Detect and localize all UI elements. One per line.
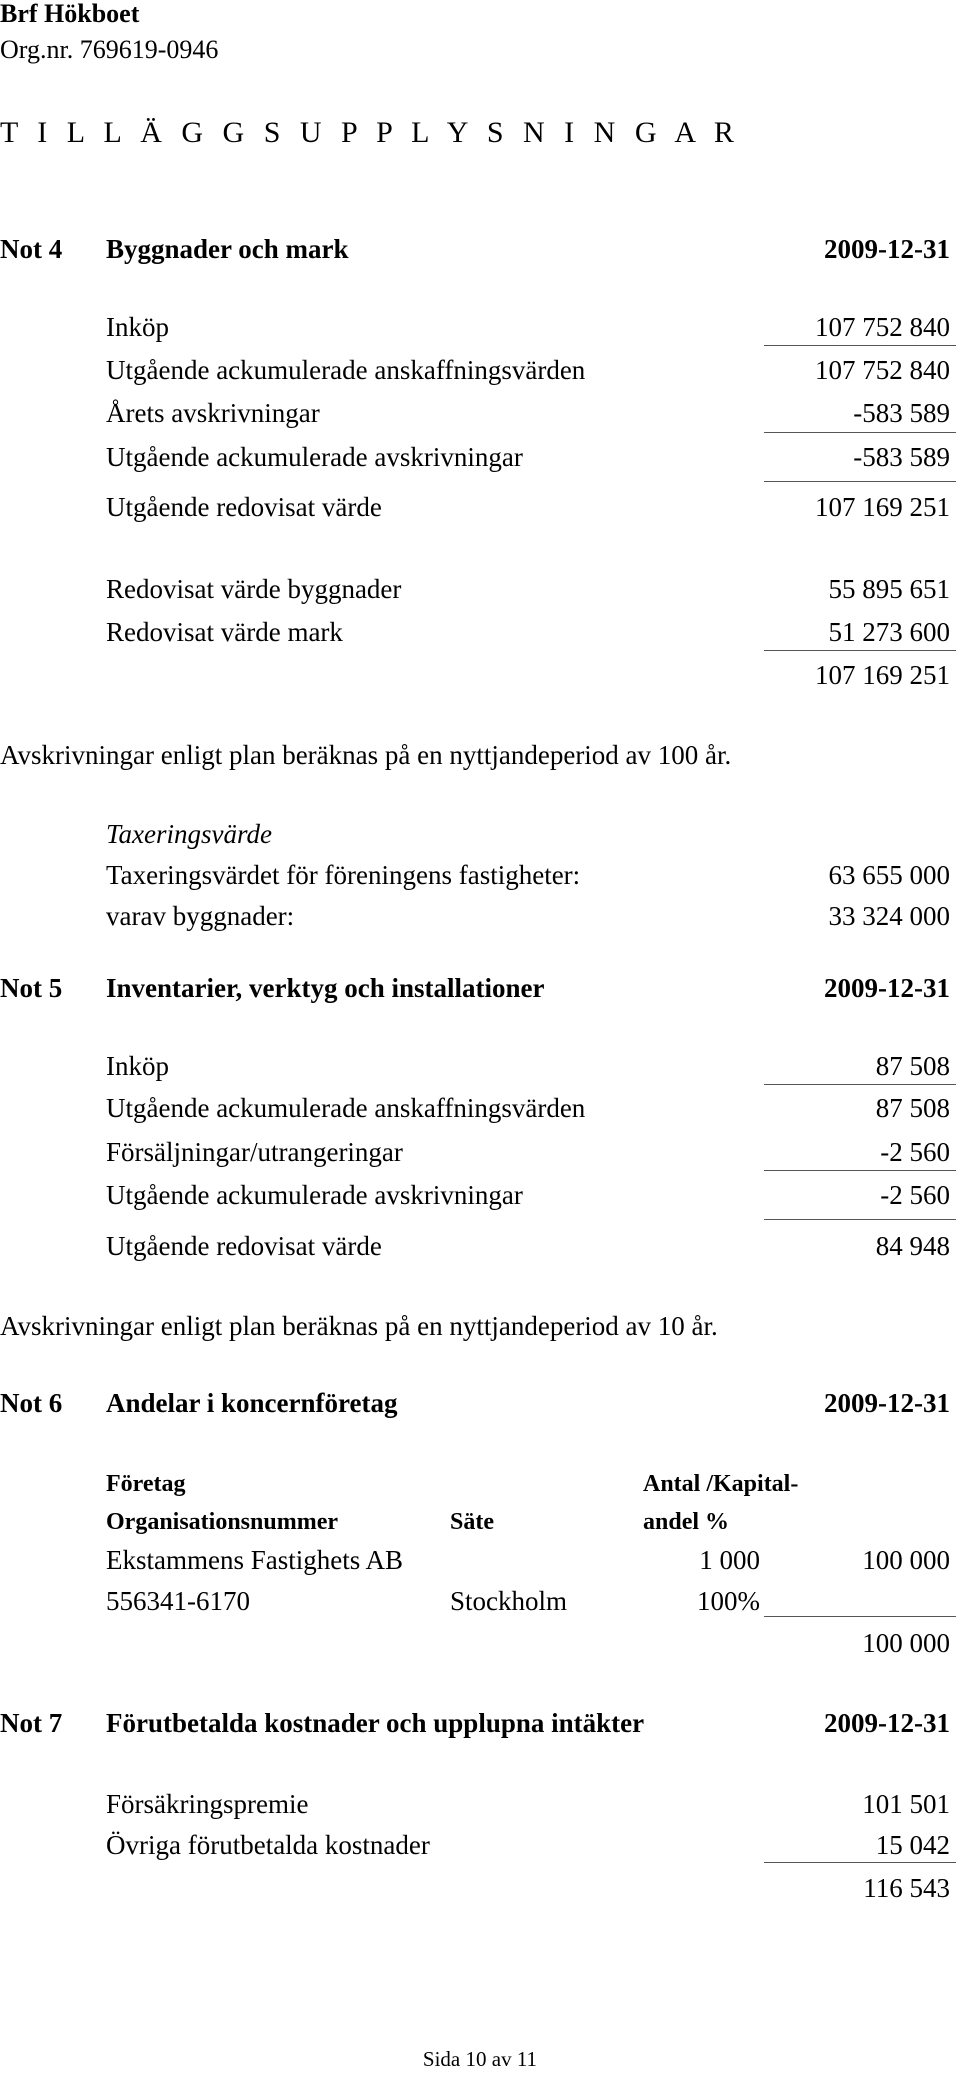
note4-row-label: Utgående redovisat värde — [106, 492, 382, 522]
note4-row-value: -583 589 — [853, 442, 950, 472]
company-value: 100 000 — [862, 1545, 950, 1575]
note5-row-label: Utgående ackumulerade avskrivningar — [106, 1180, 523, 1210]
note6-title: Andelar i koncernföretag — [106, 1388, 398, 1418]
note7-title: Förutbetalda kostnader och upplupna intäkter — [106, 1708, 645, 1738]
note5-label: Not 5 — [0, 973, 63, 1003]
note7-row-label: Försäkringspremie — [106, 1789, 309, 1819]
note7-row-label: Övriga förutbetalda kostnader — [106, 1830, 430, 1860]
note5-row-label: Försäljningar/utrangeringar — [106, 1137, 403, 1167]
note4-title: Byggnader och mark — [106, 234, 349, 264]
note5-title: Inventarier, verktyg och installationer — [106, 973, 545, 1003]
note6-date: 2009-12-31 — [824, 1388, 950, 1418]
note5-row-value: -2 560 — [880, 1180, 950, 1210]
note4-row-value: 55 895 651 — [828, 574, 950, 604]
note4-row-value: 107 169 251 — [815, 492, 950, 522]
note5-row-value: 87 508 — [875, 1093, 950, 1123]
note5-date: 2009-12-31 — [824, 973, 950, 1003]
organization-number: Org.nr. 769619-0946 — [0, 35, 219, 64]
note4-row-value: 107 752 840 — [815, 312, 950, 342]
company-count: 1 000 — [699, 1545, 760, 1575]
note4-date: 2009-12-31 — [824, 234, 950, 264]
tax-row-value: 33 324 000 — [828, 901, 950, 931]
col-seat-header: Säte — [450, 1509, 494, 1535]
note4-row-label: Utgående ackumulerade anskaffningsvärden — [106, 355, 586, 385]
note7-total: 116 543 — [863, 1873, 950, 1903]
underline — [764, 1862, 956, 1863]
tax-heading: Taxeringsvärde — [106, 819, 272, 849]
note4-total: 107 169 251 — [815, 660, 950, 690]
note4-label: Not 4 — [0, 234, 63, 264]
note5-row-label: Inköp — [106, 1051, 169, 1081]
note6-label: Not 6 — [0, 1388, 63, 1418]
note5-depreciation-note: Avskrivningar enligt plan beräknas på en nyttjandeperiod av 10 år. — [0, 1311, 718, 1341]
note5-row-label: Utgående redovisat värde — [106, 1231, 382, 1261]
note5-row-value: -2 560 — [880, 1137, 950, 1167]
col-count-header: Antal /Kapital- — [643, 1471, 799, 1497]
col-company-header: Företag — [106, 1471, 186, 1497]
note4-row-value: 51 273 600 — [828, 617, 950, 647]
company-seat: Stockholm — [450, 1586, 568, 1616]
col-orgnr-header: Organisationsnummer — [106, 1509, 339, 1535]
underline — [764, 345, 956, 346]
note4-row-label: Redovisat värde mark — [106, 617, 343, 647]
note4-row-label: Redovisat värde byggnader — [106, 574, 402, 604]
underline — [764, 1084, 956, 1085]
underline — [764, 650, 956, 651]
note7-label: Not 7 — [0, 1708, 63, 1738]
company-orgnr: 556341-6170 — [106, 1586, 250, 1616]
company-name: Ekstammens Fastighets AB — [106, 1545, 403, 1575]
note5-row-label: Utgående ackumulerade anskaffningsvärden — [106, 1093, 586, 1123]
note4-row-label: Årets avskrivningar — [106, 398, 320, 428]
organization-name: Brf Hökboet — [0, 0, 140, 28]
underline — [764, 432, 956, 433]
note5-row-value: 87 508 — [875, 1051, 950, 1081]
tax-row-label: varav byggnader: — [106, 901, 295, 931]
note4-depreciation-note: Avskrivningar enligt plan beräknas på en nyttjandeperiod av 100 år. — [0, 740, 732, 770]
page-number: Sida 10 av 11 — [422, 2047, 538, 2071]
note4-row-value: 107 752 840 — [815, 355, 950, 385]
tax-row-label: Taxeringsvärdet för föreningens fastigheter: — [106, 860, 581, 890]
note7-date: 2009-12-31 — [824, 1708, 950, 1738]
section-title: T I L L Ä G G S U P P L Y S N I N G A R — [0, 116, 740, 149]
note7-row-value: 101 501 — [862, 1789, 950, 1819]
col-share-header: andel % — [643, 1509, 730, 1535]
note6-total: 100 000 — [862, 1628, 950, 1658]
company-share: 100% — [697, 1586, 760, 1616]
note5-row-value: 84 948 — [875, 1231, 950, 1261]
underline — [764, 1616, 956, 1617]
note4-row-label: Utgående ackumulerade avskrivningar — [106, 442, 523, 472]
tax-row-value: 63 655 000 — [828, 860, 950, 890]
note4-row-value: -583 589 — [853, 398, 950, 428]
underline — [764, 1170, 956, 1171]
note7-row-value: 15 042 — [875, 1830, 950, 1860]
note4-row-label: Inköp — [106, 312, 169, 342]
underline — [764, 1219, 956, 1220]
underline — [764, 481, 956, 482]
